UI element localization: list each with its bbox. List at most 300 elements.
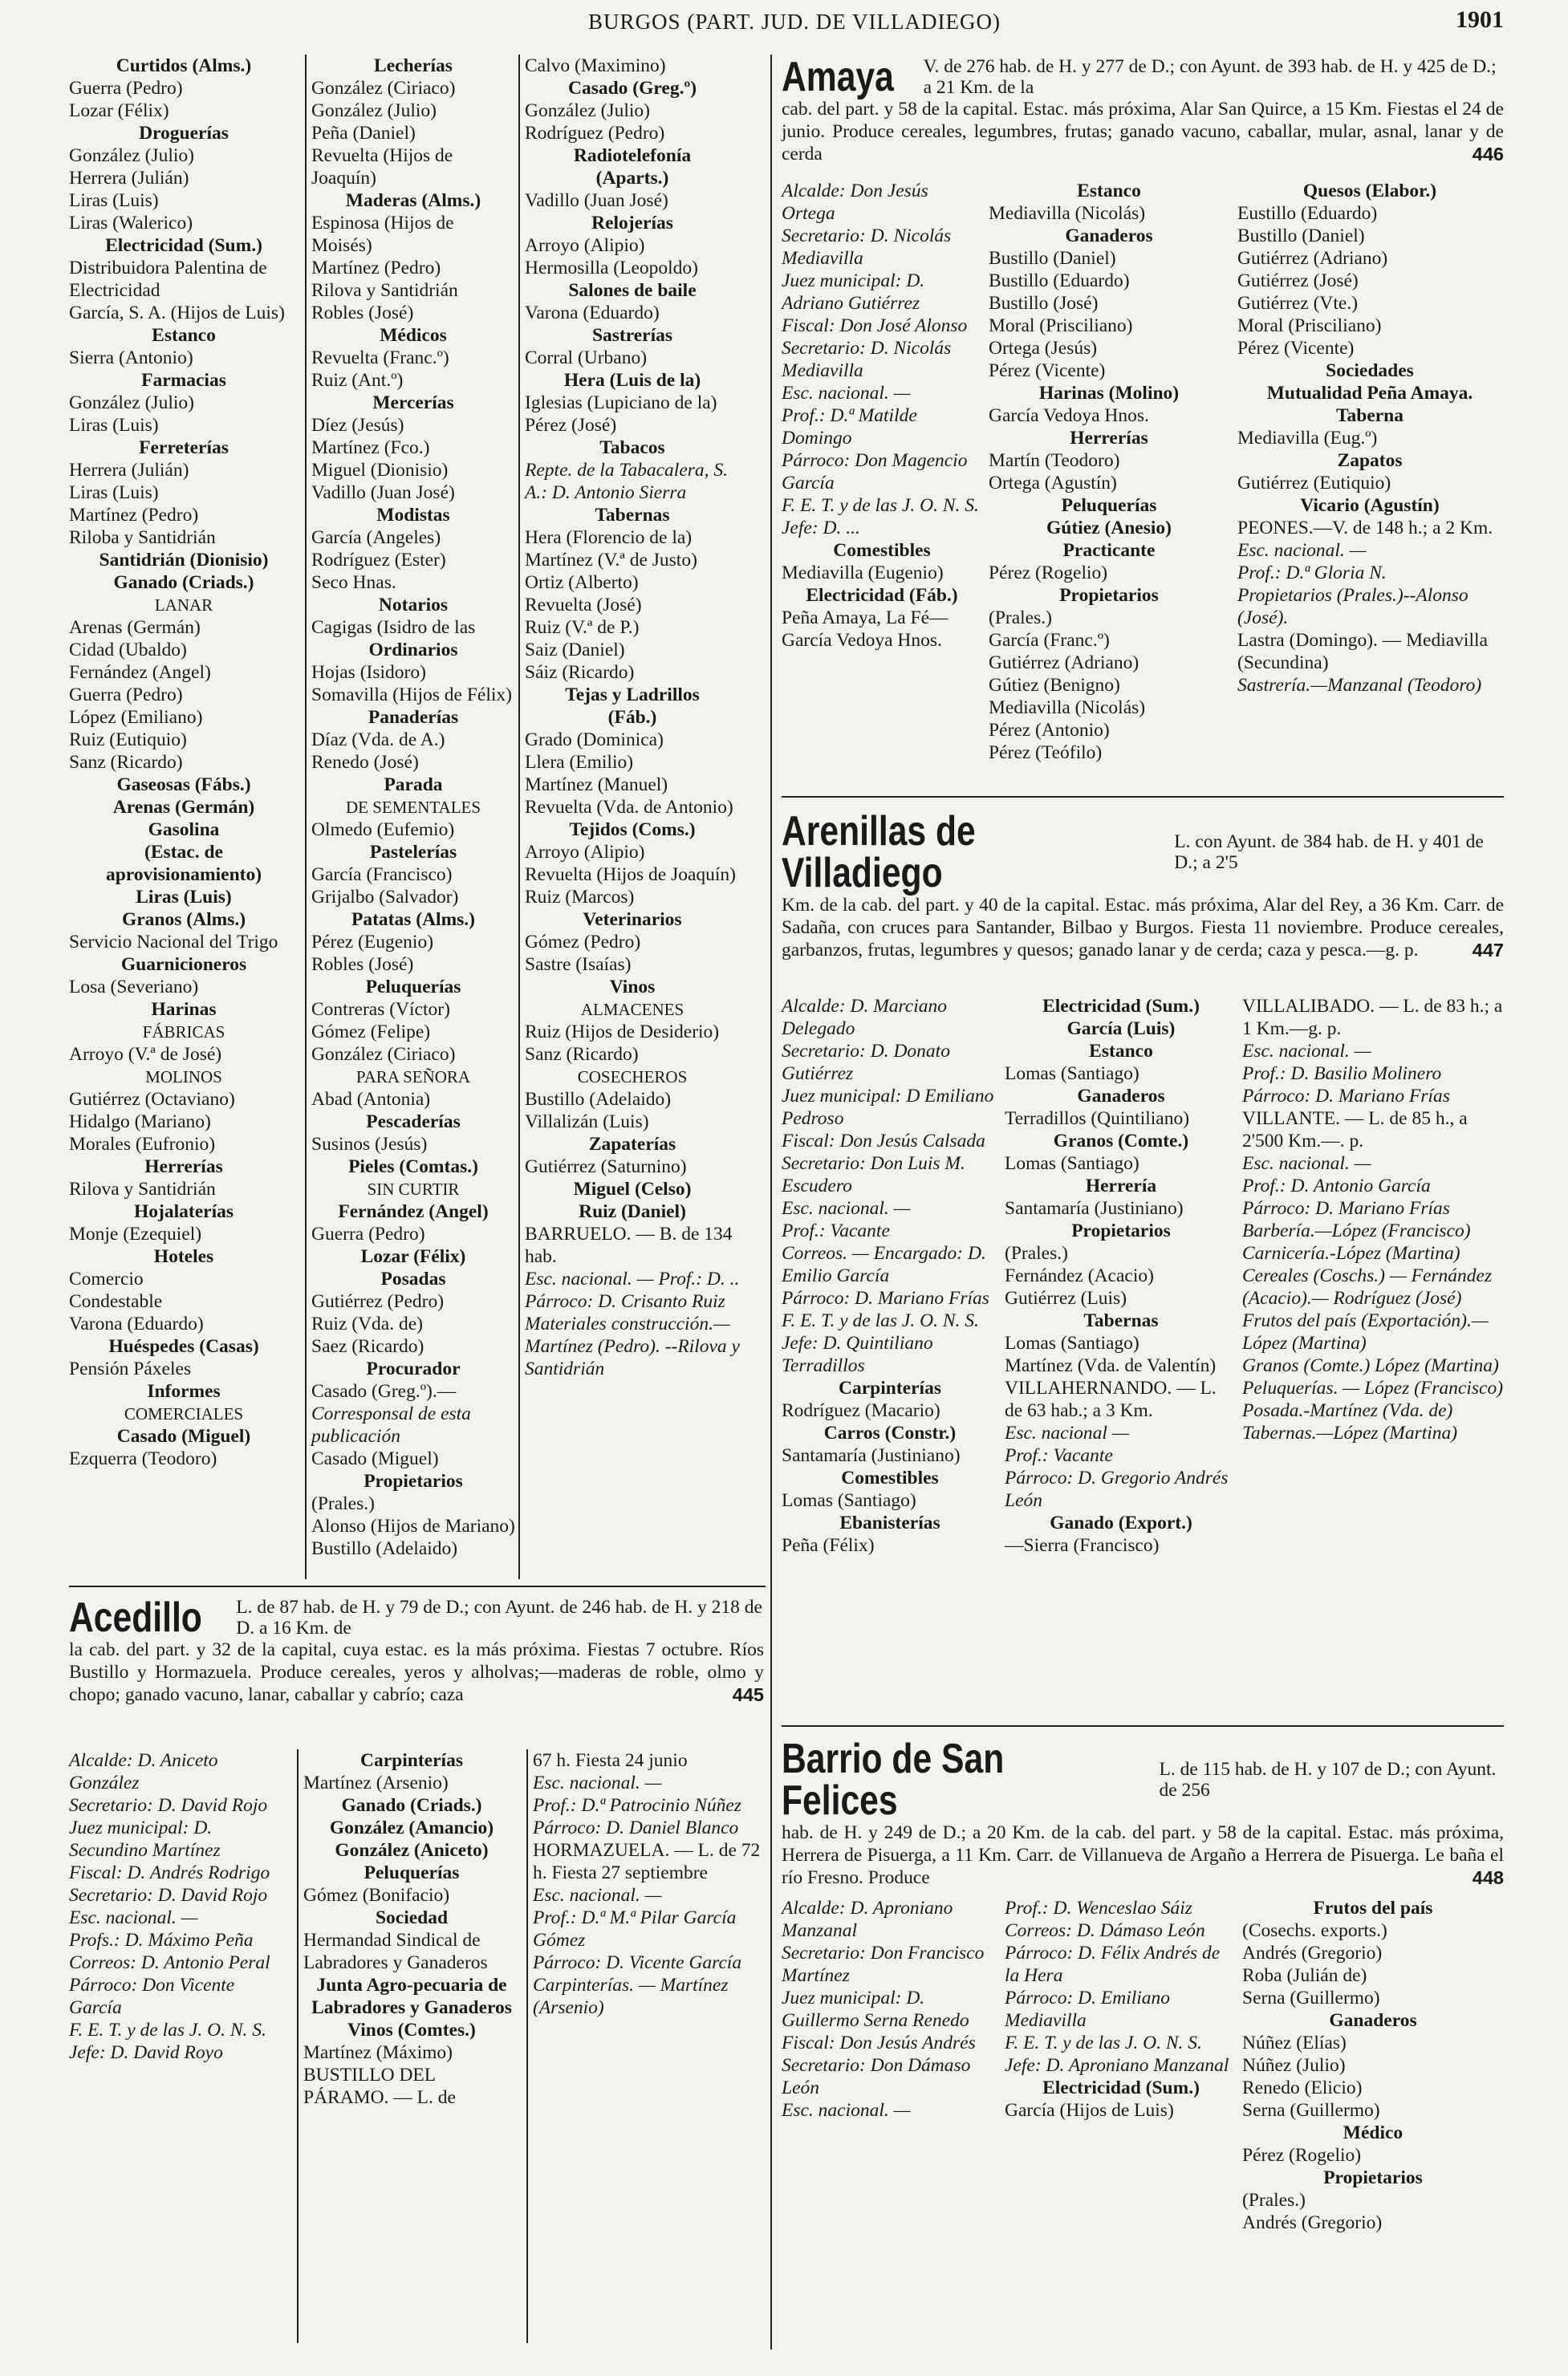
listing-entry: Revuelta (Hijos de Joaquín) xyxy=(525,864,737,885)
listing-entry: González (Julio) xyxy=(69,145,194,166)
listing-entry: Sastrería.—Manzanal (Teodoro) xyxy=(1237,675,1482,696)
column-3 xyxy=(525,55,745,1380)
listing-entry: Gutiérrez (Octaviano) xyxy=(69,1089,235,1110)
section-heading: Propietarios xyxy=(364,1471,463,1492)
listing-entry: Rodríguez (Ester) xyxy=(311,550,446,571)
listing-entry: Renedo (Elicio) xyxy=(1242,2077,1363,2098)
listing-entry: Carpinterías. — Martínez (Arsenio) xyxy=(533,1975,733,2018)
barrio-column-a xyxy=(782,1897,998,2122)
listing-entry: Martínez (Manuel) xyxy=(525,774,668,795)
listing-entry: Sanz (Ricardo) xyxy=(525,1044,639,1065)
listing-entry: Ruiz (Ant.º) xyxy=(311,370,404,391)
listing-entry: Terradillos (Quintiliano) xyxy=(1005,1108,1190,1129)
section-heading: Electricidad (Sum.) xyxy=(1042,2077,1200,2098)
listing-entry: Gómez (Bonifacio) xyxy=(303,1885,450,1906)
listing-entry: Serna (Guillermo) xyxy=(1242,2100,1380,2121)
amaya-column-a xyxy=(782,180,982,652)
section-heading: Liras (Luis) xyxy=(136,887,232,908)
section-heading: Tabacos xyxy=(599,437,665,458)
sub-heading: SIN CURTIR xyxy=(367,1180,460,1199)
listing-entry: Gútiez (Benigno) xyxy=(989,675,1120,696)
sub-heading: PARA SEÑORA xyxy=(355,1067,471,1086)
listing-entry: Secretario: Don Dámaso León xyxy=(782,2055,976,2098)
section-heading: Maderas (Alms.) xyxy=(345,190,481,211)
listing-entry: Mediavilla (Nicolás) xyxy=(989,697,1146,718)
listing-entry: González (Ciriaco) xyxy=(311,1044,456,1065)
listing-entry: Revuelta (Vda. de Antonio) xyxy=(525,797,733,818)
listing-entry: Contreras (Víctor) xyxy=(311,999,450,1020)
listing-entry: Párroco: D. Mariano Frías xyxy=(1242,1086,1450,1107)
section-heading: Granos (Comte.) xyxy=(1053,1131,1189,1151)
listing-entry: Losa (Severiano) xyxy=(69,977,199,997)
listing-entry: Liras (Walerico) xyxy=(69,213,193,234)
listing-entry: González (Julio) xyxy=(525,100,650,121)
listing-entry: Prof.: D. Antonio García xyxy=(1242,1176,1431,1196)
section-heading: Comestibles xyxy=(833,540,931,561)
entry-acedillo xyxy=(69,1594,764,1706)
listing-entry: Moral (Prisciliano) xyxy=(1237,315,1382,336)
section-heading: Ruiz (Daniel) xyxy=(579,1201,686,1222)
listing-entry: (Prales.) xyxy=(989,607,1052,628)
section-heading: Pastelerías xyxy=(369,842,457,863)
listing-entry: Guerra (Pedro) xyxy=(311,1224,425,1245)
section-heading: Comestibles xyxy=(841,1468,939,1489)
listing-entry: García Vedoya Hnos. xyxy=(989,405,1149,426)
page-header xyxy=(0,0,1568,48)
section-heading: Gaseosas (Fábs.) xyxy=(116,774,251,795)
sub-heading: DE SEMENTALES xyxy=(345,798,481,817)
listing-entry: Prof.: Vacante xyxy=(1005,1445,1113,1466)
listing-entry: Alcalde: D. Aproniano Manzanal xyxy=(782,1898,958,1941)
listing-entry: Ruiz (Marcos) xyxy=(525,887,635,908)
listing-entry: Párroco: Don Vicente García xyxy=(69,1975,240,2018)
section-heading: Pieles (Comtas.) xyxy=(348,1156,478,1177)
listing-entry: Serna (Guillermo) xyxy=(1242,1988,1380,2008)
listing-entry: Repte. de la Tabacalera, S. A.: D. Antonio Sierra xyxy=(525,460,733,503)
arenillas-column-a xyxy=(782,995,998,1557)
listing-entry: Robles (José) xyxy=(311,303,414,323)
section-heading: Taberna xyxy=(1335,405,1404,426)
section-heading: Estanco xyxy=(152,325,216,346)
listing-entry: Párroco: Don Magencio García xyxy=(782,450,973,493)
listing-entry: Prof.: D.ª Gloria N. xyxy=(1237,563,1387,583)
listing-entry: Andrés (Gregorio) xyxy=(1242,1943,1383,1964)
listing-entry: Saiz (Daniel) xyxy=(525,640,625,660)
section-heading: Veterinarios xyxy=(583,909,682,930)
section-heading: Vicario (Agustín) xyxy=(1300,495,1440,516)
listing-entry: Juez municipal: D. Guillermo Serna Renedo xyxy=(782,1988,969,2031)
section-heading: Propietarios xyxy=(1071,1220,1171,1241)
section-heading: Patatas (Alms.) xyxy=(351,909,476,930)
listing-entry: Correos: D. Antonio Peral xyxy=(69,1952,270,1973)
listing-entry: Jefe: D. David Royo xyxy=(69,2042,223,2063)
section-heading: Junta Agro-pecuaria de Labradores y Ganaderos xyxy=(311,1975,512,2018)
section-heading: Hoteles xyxy=(153,1246,214,1267)
listing-entry: Saez (Ricardo) xyxy=(311,1336,424,1357)
section-heading: Ganaderos xyxy=(1065,225,1153,246)
entry-amaya xyxy=(782,56,1504,165)
listing-entry: Ortega (Agustín) xyxy=(989,473,1117,493)
listing-entry: Andrés (Gregorio) xyxy=(1242,2212,1383,2233)
listing-entry: Propietarios (Prales.)--Alonso (José). xyxy=(1237,585,1473,628)
section-heading: Lozar (Félix) xyxy=(360,1246,466,1267)
section-heading: Harinas xyxy=(151,999,217,1020)
column-divider xyxy=(518,55,520,1579)
sub-heading: COMERCIALES xyxy=(124,1404,244,1424)
entry-arenillas xyxy=(782,810,1504,961)
listing-entry: BUSTILLO DEL PÁRAMO. — L. de xyxy=(303,2065,456,2108)
section-heading: Lecherías xyxy=(374,55,453,76)
amaya-column-b xyxy=(989,180,1229,764)
listing-entry: Susinos (Jesús) xyxy=(311,1134,428,1155)
listing-entry: Esc. nacional. — xyxy=(69,1907,198,1928)
listing-entry: Esc. nacional. — xyxy=(533,1773,662,1793)
listing-entry: Rodríguez (Pedro) xyxy=(525,123,665,144)
section-heading: Fernández (Angel) xyxy=(338,1201,489,1222)
listing-entry: Párroco: D. Emiliano Mediavilla xyxy=(1005,1988,1175,2031)
listing-entry: Moral (Prisciliano) xyxy=(989,315,1133,336)
listing-entry: Peña (Daniel) xyxy=(311,123,416,144)
listing-entry: Párroco: D. Mariano Frías xyxy=(782,1288,989,1309)
listing-entry: Pérez (Rogelio) xyxy=(989,563,1108,583)
section-heading: Panaderías xyxy=(368,707,459,728)
listing-entry: Alcalde: Don Jesús Ortega xyxy=(782,181,933,224)
section-heading: Pescaderías xyxy=(366,1111,461,1132)
section-heading: Informes xyxy=(147,1381,221,1402)
column-divider xyxy=(305,55,307,1579)
listing-entry: Secretario: D. David Rojo xyxy=(69,1795,268,1816)
listing-entry: Calvo (Maximino) xyxy=(525,55,666,76)
listing-entry: Bustillo (Daniel) xyxy=(1237,225,1365,246)
listing-entry: Secretario: D. Nicolás Mediavilla xyxy=(782,338,957,381)
section-heading: Droguerías xyxy=(139,123,229,144)
listing-entry: Martín (Teodoro) xyxy=(989,450,1120,471)
listing-entry: Profs.: D. Máximo Peña xyxy=(69,1930,254,1951)
listing-entry: (Prales.) xyxy=(1005,1243,1068,1264)
section-heading: Procurador xyxy=(366,1359,461,1379)
listing-entry: HORMAZUELA. — L. de 72 h. Fiesta 27 septiembre xyxy=(533,1840,766,1883)
listing-entry: Hidalgo (Mariano) xyxy=(69,1111,211,1132)
listing-entry: Jefe: D. Aproniano Manzanal xyxy=(1005,2055,1229,2076)
acedillo-column-a xyxy=(69,1749,290,2064)
listing-entry: Párroco: D. Crisanto Ruiz xyxy=(525,1291,725,1312)
listing-entry: BARRUELO. — B. de 134 hab. xyxy=(525,1224,737,1267)
listing-entry: Corral (Urbano) xyxy=(525,347,648,368)
listing-entry: Ortiz (Alberto) xyxy=(525,572,639,593)
section-heading: Médico xyxy=(1343,2122,1403,2143)
listing-entry: Pérez (José) xyxy=(525,415,617,436)
listing-entry: García (Angeles) xyxy=(311,527,441,548)
column-1 xyxy=(69,55,299,1470)
sub-heading: COSECHEROS xyxy=(577,1067,688,1086)
page-number: 1901 xyxy=(1456,6,1504,33)
listing-entry: Gutiérrez (José) xyxy=(1237,270,1359,291)
listing-entry: Espinosa (Hijos de Moisés) xyxy=(311,213,459,256)
listing-entry: Pérez (Teófilo) xyxy=(989,742,1103,763)
listing-entry: Lastra (Domingo). — Mediavilla (Secundina) xyxy=(1237,630,1493,673)
listing-entry: Varona (Eduardo) xyxy=(525,303,660,323)
listing-entry: Esc. nacional. — xyxy=(1237,540,1367,561)
section-heading: Parada xyxy=(384,774,443,795)
acedillo-column-c xyxy=(533,1749,764,2019)
section-heading: Ordinarios xyxy=(368,640,458,660)
listing-entry: Distribuidora Palentina de Electricidad xyxy=(69,258,272,301)
listing-entry: Liras (Luis) xyxy=(69,482,159,503)
listing-entry: Arroyo (V.ª de José) xyxy=(69,1044,222,1065)
barrio-column-b xyxy=(1005,1897,1237,2122)
listing-entry: Esc. nacional. — xyxy=(1242,1153,1371,1174)
section-heading: Guarnicioneros xyxy=(120,954,247,975)
listing-entry: Peluquerías. — López (Francisco) xyxy=(1242,1378,1504,1399)
listing-entry: Núñez (Elías) xyxy=(1242,2033,1347,2053)
listing-entry: Fiscal: Don Jesús Andrés xyxy=(782,2033,976,2053)
listing-entry: Condestable xyxy=(69,1291,163,1312)
acedillo-column-b xyxy=(303,1749,520,2109)
listing-entry: Prof.: D.ª Patrocinio Núñez xyxy=(533,1795,741,1816)
section-heading: Posadas xyxy=(380,1269,446,1290)
listing-entry: Pensión Páxeles xyxy=(69,1359,192,1379)
listing-entry: Esc. nacional. — xyxy=(533,1885,662,1906)
listing-entry: Robles (José) xyxy=(311,954,414,975)
listing-entry: Martínez (Fco.) xyxy=(311,437,430,458)
listing-entry: Hermandad Sindical de Labradores y Ganaderos xyxy=(303,1930,488,1973)
listing-entry: Renedo (José) xyxy=(311,752,419,773)
section-heading: Casado (Miguel) xyxy=(116,1426,251,1447)
column-divider xyxy=(297,1749,299,2343)
listing-entry: Gutiérrez (Vte.) xyxy=(1237,293,1359,314)
listing-entry: Prof.: D.ª M.ª Pilar García Gómez xyxy=(533,1907,741,1951)
section-heading: Radiotelefonía xyxy=(573,145,692,166)
listing-entry: Gutiérrez (Luis) xyxy=(1005,1288,1127,1309)
section-heading: Vinos xyxy=(609,977,656,997)
listing-entry: Martínez (Pedro) xyxy=(311,258,441,278)
listing-entry: Alcalde: D. Aniceto González xyxy=(69,1750,223,1793)
section-heading: Herrería xyxy=(1085,1176,1157,1196)
section-heading: (Estac. de aprovisionamiento) xyxy=(105,842,262,885)
listing-entry: Pérez (Antonio) xyxy=(989,720,1110,741)
listing-entry: Lomas (Santiago) xyxy=(1005,1153,1139,1174)
listing-entry: Secretario: Don Francisco Martínez xyxy=(782,1943,989,1986)
listing-entry: Gutiérrez (Adriano) xyxy=(989,652,1139,673)
section-heading: Ebanisterías xyxy=(839,1513,940,1533)
listing-entry: Villalizán (Luis) xyxy=(525,1111,649,1132)
listing-entry: Correos: D. Dámaso León xyxy=(1005,1920,1205,1941)
listing-entry: Varona (Eduardo) xyxy=(69,1314,204,1334)
section-heading: Estanco xyxy=(1077,181,1141,201)
section-heading: Electricidad (Fáb.) xyxy=(806,585,958,606)
section-heading: Frutos del país xyxy=(1313,1898,1433,1919)
listing-entry: Gómez (Felipe) xyxy=(311,1021,431,1042)
section-heading: Propietarios xyxy=(1323,2167,1423,2188)
sub-heading: ALMACENES xyxy=(580,1000,684,1019)
listing-entry: Somavilla (Hijos de Félix) xyxy=(311,684,512,705)
listing-entry: Fiscal: Don José Alonso xyxy=(782,315,968,336)
place-title-arenillas: Arenillas de Villadiego xyxy=(782,808,976,896)
listing-entry: Jefe: D. Quintiliano Terradillos xyxy=(782,1333,938,1376)
listing-entry: Martínez (V.ª de Justo) xyxy=(525,550,697,571)
listing-entry: Ruiz (Vda. de) xyxy=(311,1314,423,1334)
listing-entry: Ortega (Jesús) xyxy=(989,338,1098,359)
section-heading: Ganado (Export.) xyxy=(1050,1513,1192,1533)
listing-entry: Esc. nacional. — xyxy=(782,383,911,404)
listing-entry: Materiales construcción.—Martínez (Pedro). --Rilova y Santidrián xyxy=(525,1314,745,1379)
section-heading: García (Luis) xyxy=(1066,1018,1176,1039)
running-title: BURGOS (PART. JUD. DE VILLADIEGO) xyxy=(588,10,1001,34)
listing-entry: Barbería.—López (Francisco) xyxy=(1242,1220,1471,1241)
listing-entry: Martínez (Máximo) xyxy=(303,2042,453,2063)
listing-entry: Pérez (Vicente) xyxy=(1237,338,1355,359)
place-body-arenillas: Km. de la cab. del part. y 40 de la capital. Estac. más próxima, Alar del Rey, a 36 Km. Carr. de Sadaña, con cruces para Santander, Bilbao y Burgos. Fiesta 11 noviembre. Produce cereales, garbanzos, frutas, legumbres y quesos; ganado lanar y de cerda; caza y pesca.—g. p. xyxy=(782,895,1504,961)
section-heading: Quesos (Elabor.) xyxy=(1302,181,1437,201)
section-heading: Farmacias xyxy=(141,370,226,391)
section-heading: Sociedad xyxy=(375,1907,449,1928)
listing-entry: Fiscal: D. Andrés Rodrigo xyxy=(69,1862,270,1883)
listing-entry: Gutiérrez (Adriano) xyxy=(1237,248,1388,269)
listing-entry: Martínez (Vda. de Valentín) xyxy=(1005,1355,1217,1376)
place-title-acedillo: Acedillo xyxy=(69,1594,202,1641)
listing-entry: Monje (Ezequiel) xyxy=(69,1224,202,1245)
listing-entry: Martínez (Pedro) xyxy=(69,505,199,526)
section-heading: Modistas xyxy=(376,505,450,526)
section-heading: Granos (Alms.) xyxy=(121,909,246,930)
barrio-column-c xyxy=(1242,1897,1504,2234)
listing-entry: Iglesias (Lupiciano de la) xyxy=(525,392,717,413)
listing-entry: VILLAHERNANDO. — L. de 63 hab.; a 3 Km. xyxy=(1005,1378,1221,1421)
listing-entry: Servicio Nacional del Trigo xyxy=(69,932,278,952)
place-body-amaya: cab. del part. y 58 de la capital. Estac. más próxima, Alar San Quirce, a 15 Km. Fiestas el 24 de junio. Produce cereales, legumbres, frutas; ganado vacuno, caballar, mular, asnal, lanar y de cerda xyxy=(782,99,1504,164)
listing-entry: Seco Hnas. xyxy=(311,572,396,593)
reference-number: 446 xyxy=(1472,144,1504,164)
listing-entry: Carnicería.-López (Martina) xyxy=(1242,1243,1460,1264)
listing-entry: Esc. nacional. — xyxy=(1242,1041,1371,1062)
listing-entry: Posada.-Martínez (Vda. de) xyxy=(1242,1400,1453,1421)
listing-entry: Hera (Florencio de la) xyxy=(525,527,693,548)
place-body-barrio: hab. de H. y 249 de D.; a 20 Km. de la cab. del part. y 58 de la capital. Estac. más próxima, Herrera de Pisuerga, a 11 Km. Carr. de Villanueva de Argaño a Herrera de Pisuerga. Le baña el río Fresno. Produce xyxy=(782,1822,1504,1888)
section-heading: Hojalaterías xyxy=(134,1201,234,1222)
listing-entry: Fiscal: Don Jesús Calsada xyxy=(782,1131,985,1151)
place-title-barrio: Barrio de San Felices xyxy=(782,1736,1005,1824)
listing-entry: Martínez (Arsenio) xyxy=(303,1773,449,1793)
section-heading: González (Aniceto) xyxy=(335,1840,489,1861)
listing-entry: Esc. nacional. — Prof.: D. .. xyxy=(525,1269,740,1290)
listing-entry: Esc. nacional. — xyxy=(782,2100,911,2121)
section-heading: Estanco xyxy=(1089,1041,1153,1062)
arenillas-column-c xyxy=(1242,995,1508,1444)
section-heading: Ganaderos xyxy=(1329,2010,1417,2031)
section-heading: Ganaderos xyxy=(1077,1086,1165,1107)
listing-entry: Peña (Félix) xyxy=(782,1535,875,1556)
section-heading: Gútiez (Anesio) xyxy=(1046,518,1172,538)
arenillas-column-b xyxy=(1005,995,1237,1557)
section-heading: Hera (Luis de la) xyxy=(563,370,701,391)
listing-entry: Prof.: Vacante xyxy=(782,1220,890,1241)
listing-entry: VILLANTE. — L. de 85 h., a 2'500 Km.—. p. xyxy=(1242,1108,1473,1151)
section-heading: Ganado (Criads.) xyxy=(341,1795,482,1816)
listing-entry: Frutos del país (Exportación).— López (Martina) xyxy=(1242,1310,1493,1354)
listing-entry: —Sierra (Francisco) xyxy=(1005,1535,1160,1556)
listing-entry: Vadillo (Juan José) xyxy=(311,482,455,503)
listing-entry: Bustillo (Eduardo) xyxy=(989,270,1130,291)
reference-number: 445 xyxy=(732,1684,764,1705)
listing-entry: Roba (Julián de) xyxy=(1242,1965,1367,1986)
section-heading: Zapaterías xyxy=(588,1134,676,1155)
listing-entry: Guerra (Pedro) xyxy=(69,78,183,99)
section-heading: Sociedades xyxy=(1326,360,1414,381)
entry-barrio xyxy=(782,1738,1504,1889)
listing-entry: Revuelta (José) xyxy=(525,595,642,615)
section-heading: (Fáb.) xyxy=(607,707,657,728)
listing-entry: Rodríguez (Macario) xyxy=(782,1400,940,1421)
section-heading: Sastrerías xyxy=(591,325,673,346)
section-heading: Santidrián (Dionisio) xyxy=(99,550,269,571)
listing-entry: Secretario: Don Luis M. Escudero xyxy=(782,1153,970,1196)
listing-entry: (Cosechs. exports.) xyxy=(1242,1920,1387,1941)
listing-entry: Liras (Luis) xyxy=(69,415,159,436)
listing-entry: Fernández (Angel) xyxy=(69,662,211,683)
listing-entry: Eustillo (Eduardo) xyxy=(1237,203,1378,224)
column-2 xyxy=(311,55,515,1560)
listing-entry: García (Franc.º) xyxy=(989,630,1110,651)
listing-entry: Miguel (Dionisio) xyxy=(311,460,449,481)
listing-entry: Santamaría (Justiniano) xyxy=(1005,1198,1184,1219)
listing-entry: Llera (Emilio) xyxy=(525,752,634,773)
listing-entry: Ruiz (Eutiquio) xyxy=(69,729,187,750)
listing-entry: Gómez (Pedro) xyxy=(525,932,641,952)
listing-entry: Corresponsal de esta publicación xyxy=(311,1403,476,1447)
listing-entry: Lozar (Félix) xyxy=(69,100,169,121)
listing-entry: 67 h. Fiesta 24 junio xyxy=(533,1750,688,1771)
listing-entry: García (Hijos de Luis) xyxy=(1005,2100,1174,2121)
listing-entry: Liras (Luis) xyxy=(69,190,159,211)
place-body-acedillo: la cab. del part. y 32 de la capital, cuya estac. es la más próxima. Fiestas 7 octubre. Ríos Bustillo y Hormazuela. Produce cereales, yeros y alholvas;—maderas de roble, olmo y chopo; ganado vacuno, lanar, caballar y cabrío; caza xyxy=(69,1639,764,1705)
sub-heading: LANAR xyxy=(154,595,213,615)
listing-entry: Grado (Dominica) xyxy=(525,729,664,750)
section-heading: Electricidad (Sum.) xyxy=(1042,996,1200,1017)
listing-entry: Secretario: D. Nicolás Mediavilla xyxy=(782,225,957,269)
section-heading: Vinos (Comtes.) xyxy=(347,2020,476,2041)
reference-number: 448 xyxy=(1472,1867,1504,1888)
listing-entry: Lomas (Santiago) xyxy=(1005,1333,1139,1354)
listing-entry: Juez municipal: D. Adriano Gutiérrez xyxy=(782,270,929,314)
listing-entry: López (Emiliano) xyxy=(69,707,203,728)
listing-entry: Ruiz (Hijos de Desiderio) xyxy=(525,1021,720,1042)
section-heading: Gasolina xyxy=(148,819,220,840)
place-meta-barrio: L. de 115 hab. de H. y 107 de D.; con Ayunt. de 256 xyxy=(1159,1759,1497,1801)
listing-entry: Ruiz (V.ª de P.) xyxy=(525,617,640,638)
listing-entry: Gutiérrez (Eutiquio) xyxy=(1237,473,1391,493)
listing-entry: Bustillo (Daniel) xyxy=(989,248,1116,269)
listing-entry: Párroco: D. Vicente García xyxy=(533,1952,742,1973)
listing-entry: PEONES.—V. de 148 h.; a 2 Km. xyxy=(1237,518,1493,538)
listing-entry: Juez municipal: D. Secundino Martínez xyxy=(69,1818,221,1861)
listing-entry: Gutiérrez (Saturnino) xyxy=(525,1156,687,1177)
section-heading: Casado (Greg.º) xyxy=(567,78,697,99)
section-heading: Practicante xyxy=(1062,540,1156,561)
section-heading: Médicos xyxy=(380,325,447,346)
listing-entry: Correos. — Encargado: D. Emilio García xyxy=(782,1243,991,1286)
section-heading: Ganado (Criads.) xyxy=(113,572,254,593)
listing-entry: Rilova y Santidrián xyxy=(311,280,458,301)
sub-heading: FÁBRICAS xyxy=(142,1022,225,1042)
listing-entry: Pérez (Eugenio) xyxy=(311,932,434,952)
listing-entry: Secretario: D. David Rojo xyxy=(69,1885,268,1906)
listing-entry: Olmedo (Eufemio) xyxy=(311,819,455,840)
listing-entry: González (Ciriaco) xyxy=(311,78,456,99)
section-heading: Salones de baile xyxy=(568,280,697,301)
listing-entry: Cereales (Coschs.) — Fernández (Acacio).— Rodríguez (José) xyxy=(1242,1265,1497,1309)
listing-entry: Esc. nacional. — xyxy=(782,1198,911,1219)
listing-entry: Sanz (Ricardo) xyxy=(69,752,183,773)
